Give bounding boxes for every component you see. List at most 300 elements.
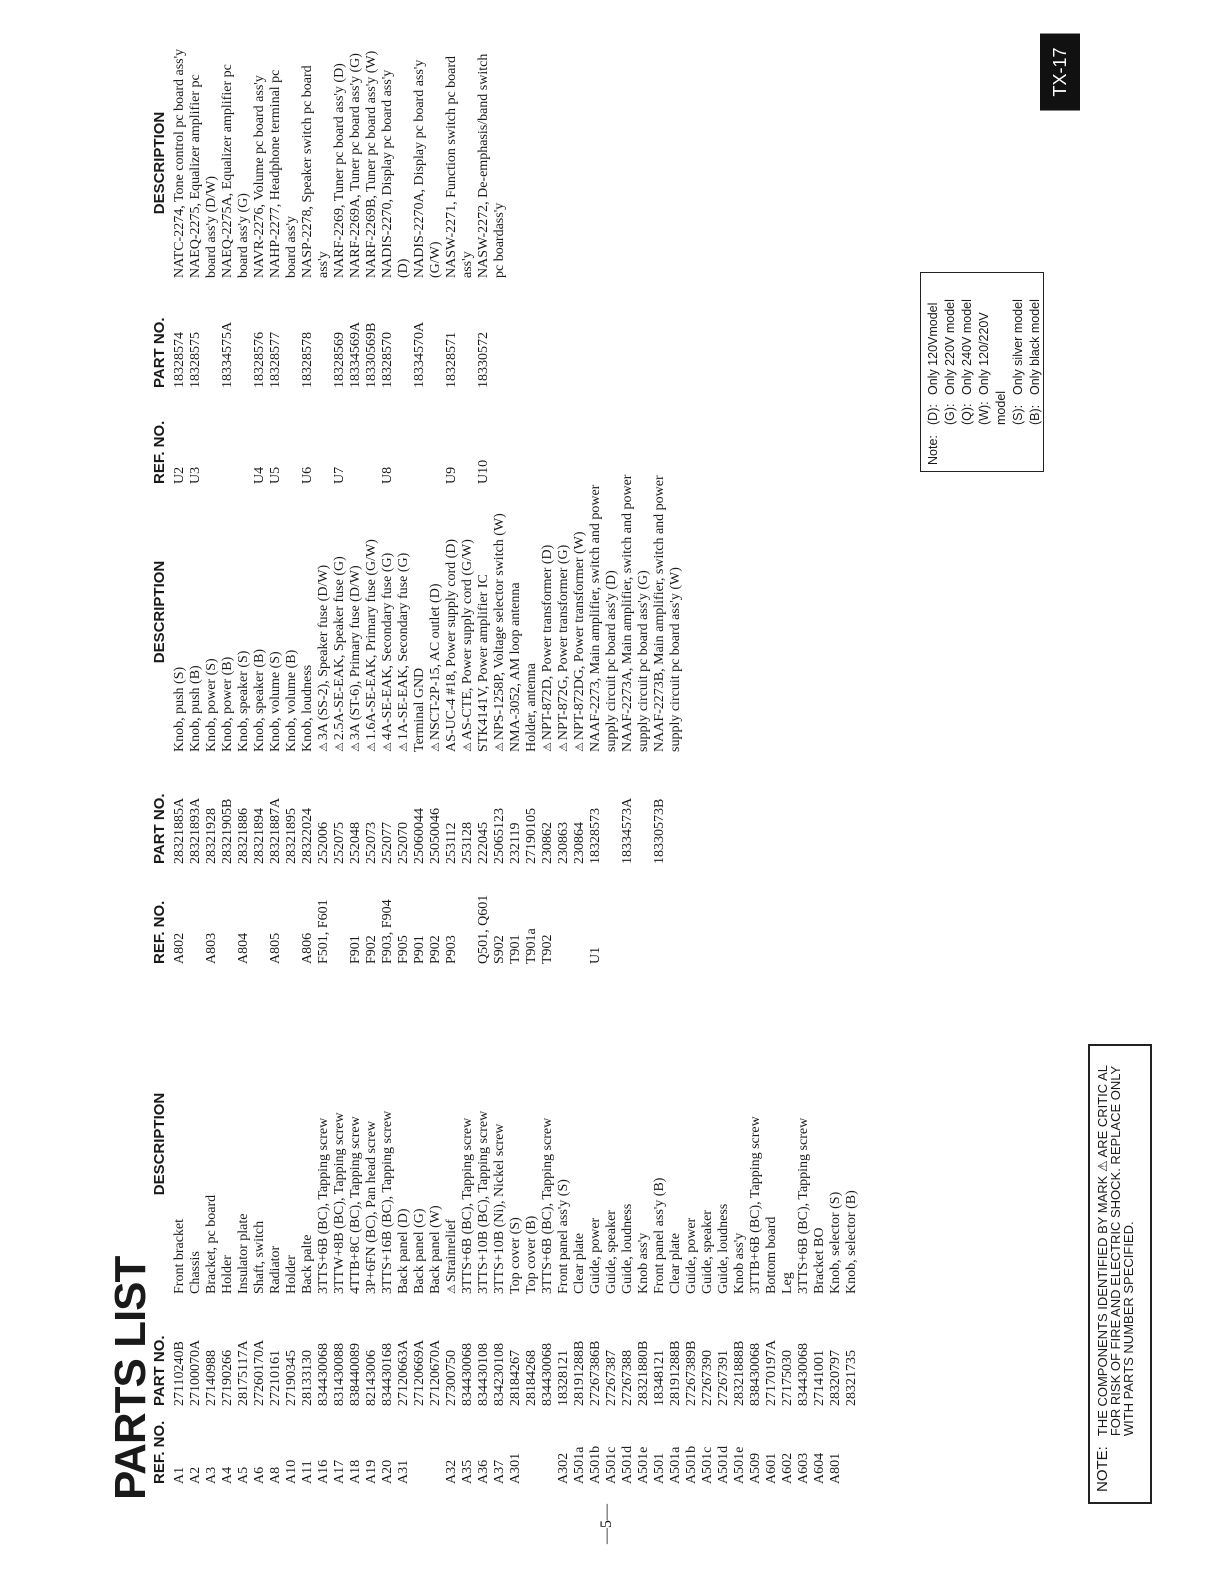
description-text: NMA-3052, AM loop antenna (508, 582, 523, 752)
ref-no: U10 (476, 459, 491, 484)
description-text: NADIS-2270, Display pc board ass'y (D) (380, 69, 411, 278)
description-text: AS-UC-4 #18, Power supply cord (D) (444, 538, 459, 752)
ref-no: A802 (172, 932, 187, 964)
description-text: 3TTS+10B (BC), Tapping screw (476, 1110, 491, 1294)
parts-row (316, 964, 332, 1484)
part-no: 28321886 (236, 808, 251, 864)
ref-no: A604 (812, 1452, 827, 1484)
parts-row (620, 404, 652, 964)
description-text: Leg (780, 1272, 795, 1294)
part-no: 18330572 (476, 332, 491, 388)
part-no: 222045 (476, 822, 491, 864)
description-text: Guide, speaker (700, 1210, 715, 1294)
parts-row (444, 404, 460, 964)
description-text: NASW-2271, Function switch pc board ass'y (444, 55, 475, 278)
description-text: Knob, push (S) (172, 666, 187, 752)
parts-row (300, 404, 316, 964)
part-description (572, 994, 588, 1294)
description-text: 3TTB+6B (BC), Tapping screw (748, 1116, 763, 1294)
part-description (380, 48, 412, 278)
part-no: 27190266 (220, 1350, 235, 1406)
part-no: 28321894 (252, 808, 267, 864)
part-no: 230862 (540, 822, 555, 864)
part-description (220, 472, 236, 752)
part-no: 834430068 (316, 1343, 331, 1406)
part-no: 838430068 (748, 1343, 763, 1406)
ref-no: F903, F904 (380, 899, 395, 964)
ref-no: U6 (300, 466, 315, 484)
part-no: 834430108 (476, 1343, 491, 1406)
parts-row (252, 404, 268, 964)
part-no: 18348121 (652, 1350, 667, 1406)
part-description (524, 994, 540, 1294)
note-models-label: Note: (926, 435, 940, 465)
description-text: NPT-872DG, Power transformer (W) (572, 531, 587, 741)
column-header (148, 964, 172, 1484)
description-text: Holder (284, 1255, 299, 1294)
parts-row (588, 404, 620, 964)
part-description (284, 472, 300, 752)
part-no: 28321888B (732, 1340, 747, 1406)
parts-row (412, 14, 444, 484)
part-no: 834430068 (540, 1343, 555, 1406)
parts-row (204, 404, 220, 964)
description-text: NASP-2278, Speaker switch pc board ass'y (300, 65, 331, 278)
parts-row (396, 404, 412, 964)
warning-icon: ⚠ (349, 742, 362, 752)
description-text: 3TTW+8B (BC), Tapping screw (332, 1112, 347, 1294)
part-description (364, 994, 380, 1294)
ref-no: A601 (764, 1452, 779, 1484)
ref-no: A8 (268, 1466, 283, 1484)
parts-row (380, 404, 396, 964)
ref-no: A36 (476, 1459, 491, 1484)
part-no: 252048 (348, 822, 363, 864)
description-text: 2.5A-SE-EAK, Speaker fuse (G) (332, 556, 347, 741)
parts-row (300, 964, 316, 1484)
description-text: Knob, power (B) (220, 656, 235, 752)
parts-rows (172, 964, 860, 1484)
part-description (380, 994, 396, 1294)
ref-no: A35 (460, 1459, 475, 1484)
ref-no: U2 (172, 466, 187, 484)
model-code-item: (D):Only 120Vmodel (926, 302, 940, 425)
warning-icon: ⚠ (365, 742, 378, 752)
parts-row (444, 964, 460, 1484)
parts-row (268, 14, 300, 484)
description-text: 4TTB+8C (BC), Tapping screw (348, 1116, 363, 1294)
parts-row (188, 964, 204, 1484)
parts-row (636, 964, 652, 1484)
part-no: 27141001 (812, 1350, 827, 1406)
part-no: 28184267 (508, 1350, 523, 1406)
parts-row (604, 964, 620, 1484)
parts-row (668, 964, 684, 1484)
ref-no: A603 (796, 1452, 811, 1484)
parts-row (220, 404, 236, 964)
part-no: 18328571 (444, 332, 459, 388)
description-text: Front bracket (172, 1218, 187, 1294)
ref-no: A804 (236, 932, 251, 964)
ref-no: A10 (284, 1459, 299, 1484)
ref-no: A501d (716, 1445, 731, 1484)
description-text: Guide, loudness (620, 1203, 635, 1294)
parts-column-3 (148, 14, 508, 484)
part-description (236, 994, 252, 1294)
description-text: NPT-872D, Power transformer (D) (540, 544, 555, 741)
description-text: AS-CTE, Power supply cord (G/W) (460, 539, 475, 741)
part-no: 27100070A (188, 1339, 203, 1406)
part-no: 28322024 (300, 808, 315, 864)
ref-no: A19 (364, 1459, 379, 1484)
part-description (348, 994, 364, 1294)
part-no: 27267386B (588, 1340, 603, 1406)
ref-no: A501b (588, 1445, 603, 1484)
part-description (284, 994, 300, 1294)
part-description (748, 994, 764, 1294)
part-description (828, 994, 844, 1294)
warning-icon: ⚠ (493, 742, 506, 752)
description-text: Shaft, switch (252, 1220, 267, 1294)
part-no: 27140988 (204, 1350, 219, 1406)
description-text: NPS-1258P, Voltage selector switch (W) (492, 513, 507, 741)
part-no: 28321887A (268, 797, 283, 864)
parts-row (476, 404, 492, 964)
ref-no: P902 (428, 935, 443, 964)
description-text: Knob, power (S) (204, 658, 219, 752)
part-no: 18330569B (364, 322, 379, 388)
parts-row (284, 964, 300, 1484)
parts-row (444, 14, 476, 484)
parts-row (508, 964, 524, 1484)
part-no: 18334569A (348, 321, 363, 388)
part-description (204, 994, 220, 1294)
description-text: Knob, selector (B) (844, 1190, 859, 1294)
parts-row (460, 964, 476, 1484)
part-no: 838440089 (348, 1343, 363, 1406)
model-code-item: (W):Only 120/220V model (977, 312, 1008, 425)
ref-no: T901a (524, 928, 539, 964)
warning-icon: ⚠ (397, 742, 410, 752)
part-no: 27267388 (620, 1350, 635, 1406)
part-description (172, 48, 188, 278)
description-text: Knob, speaker (S) (236, 650, 251, 752)
part-no: 18328569 (332, 332, 347, 388)
description-text: 3TTS+16B (BC), Tapping screw (380, 1110, 395, 1294)
ref-no: A5 (236, 1466, 251, 1484)
ref-no: A20 (380, 1459, 395, 1484)
warning-icon: ⚠ (557, 742, 570, 752)
parts-row (572, 964, 588, 1484)
description-text: Guide, loudness (716, 1203, 731, 1294)
parts-row (492, 404, 508, 964)
part-no: 28133130 (300, 1350, 315, 1406)
part-description (172, 472, 188, 752)
part-description (636, 994, 652, 1294)
warning-icon: ⚠ (333, 742, 346, 752)
parts-row (700, 964, 716, 1484)
part-description (652, 472, 684, 752)
part-no: 18328575 (188, 332, 203, 388)
ref-no: U8 (380, 466, 395, 484)
part-no: 18330573B (652, 798, 667, 864)
header-ref: REF. NO. (151, 420, 168, 484)
parts-row (556, 404, 572, 964)
parts-row (476, 14, 508, 484)
description-text: Back panel (W) (428, 1205, 443, 1294)
description-text: 1.6A-SE-EAK, Primary fuse (G/W) (364, 539, 379, 741)
parts-row (796, 964, 812, 1484)
header-ref: REF. NO. (151, 1420, 168, 1484)
parts-column-1 (148, 964, 860, 1484)
part-no: 831430088 (332, 1343, 347, 1406)
parts-row (764, 964, 780, 1484)
description-text: NARF-2269A, Tuner pc board ass'y (G) (348, 53, 363, 278)
part-no: 28321735 (844, 1350, 859, 1406)
ref-no: A32 (444, 1459, 459, 1484)
ref-no: A16 (316, 1459, 331, 1484)
note-label: NOTE: (1094, 1446, 1111, 1492)
model-code-list (925, 279, 1042, 425)
part-no: 28191288B (668, 1340, 683, 1406)
parts-row (476, 964, 492, 1484)
part-description (236, 472, 252, 752)
warning-icon: ⚠ (381, 742, 394, 752)
parts-row (412, 404, 428, 964)
parts-row (652, 404, 684, 964)
header-desc: DESCRIPTION (151, 111, 168, 215)
model-code-item: (Q):Only 240V model (960, 299, 974, 425)
ref-no: A501e (636, 1446, 651, 1484)
parts-row (748, 964, 764, 1484)
part-no: 82143006 (364, 1350, 379, 1406)
parts-row (620, 964, 636, 1484)
parts-row (380, 964, 396, 1484)
parts-row (396, 964, 412, 1484)
part-no: 27190105 (524, 808, 539, 864)
part-no: 28321880B (636, 1340, 651, 1406)
part-no: 253128 (460, 822, 475, 864)
ref-no: A4 (220, 1466, 235, 1484)
part-no: 27267390 (700, 1350, 715, 1406)
part-description (300, 994, 316, 1294)
part-description (188, 48, 220, 278)
parts-row (252, 14, 268, 484)
part-no: 27260170A (252, 1339, 267, 1406)
part-description (684, 994, 700, 1294)
part-description (364, 472, 380, 752)
part-no: 18328573 (588, 808, 603, 864)
warning-icon: ⚠ (461, 742, 474, 752)
header-part: PART NO. (151, 793, 168, 864)
part-no: 230864 (572, 822, 587, 864)
description-text: Knob ass'y (636, 1232, 651, 1294)
ref-no: F501, F601 (316, 899, 331, 964)
parts-row (204, 964, 220, 1484)
parts-row (460, 404, 476, 964)
part-description (220, 48, 252, 278)
parts-row (268, 964, 284, 1484)
ref-no: A301 (508, 1452, 523, 1484)
part-description (700, 994, 716, 1294)
part-no: 28321928 (204, 808, 219, 864)
description-text: NSCT-2P-15, AC outlet (D) (428, 583, 443, 741)
part-no: 27190345 (284, 1350, 299, 1406)
part-description (732, 994, 748, 1294)
part-no: 18328574 (172, 332, 187, 388)
description-text: NAAF-2273, Main amplifier, switch and power supply circuit pc board ass'y (D) (588, 484, 619, 752)
part-description (620, 994, 636, 1294)
description-text: 1A-SE-EAK, Secondary fuse (G) (396, 552, 411, 741)
description-text: 3A (SS-2), Speaker fuse (D/W) (316, 564, 331, 741)
description-text: Strainrelief (444, 1219, 459, 1283)
parts-row (236, 964, 252, 1484)
description-text: Holder, antenna (524, 663, 539, 752)
ref-no: U3 (188, 466, 203, 484)
column-header (148, 14, 172, 484)
part-no: 252006 (316, 822, 331, 864)
part-description (716, 994, 732, 1294)
ref-no: A302 (556, 1452, 571, 1484)
parts-row (844, 964, 860, 1484)
description-text: 3TTS+6B (BC), Tapping screw (460, 1117, 475, 1294)
part-no: 834430068 (796, 1343, 811, 1406)
parts-row (284, 404, 300, 964)
part-description (396, 472, 412, 752)
part-no: 27120669A (412, 1339, 427, 1406)
part-description (364, 48, 380, 278)
ref-no: A602 (780, 1452, 795, 1484)
description-text: Knob, volume (S) (268, 651, 283, 752)
part-description (396, 994, 412, 1294)
part-no: 27300750 (444, 1350, 459, 1406)
header-part: PART NO. (151, 317, 168, 388)
part-description (252, 472, 268, 752)
part-description (540, 994, 556, 1294)
ref-no: A18 (348, 1459, 363, 1484)
ref-no: A501a (572, 1446, 587, 1484)
ref-no: T901 (508, 934, 523, 964)
parts-row (332, 404, 348, 964)
part-no: 18334570A (412, 321, 427, 388)
description-text: Chassis (188, 1251, 203, 1294)
parts-row (412, 964, 428, 1484)
parts-row (300, 14, 332, 484)
parts-row (348, 964, 364, 1484)
parts-row (188, 404, 204, 964)
parts-row (220, 964, 236, 1484)
parts-row (332, 14, 348, 484)
ref-no: A801 (828, 1452, 843, 1484)
part-description (332, 994, 348, 1294)
model-codes-note (920, 272, 1044, 472)
part-description (604, 994, 620, 1294)
part-description (780, 994, 796, 1294)
description-text: NPT-872G, Power transformer (G) (556, 544, 571, 741)
description-text: Clear plate (572, 1232, 587, 1294)
part-description (268, 48, 300, 278)
part-description (316, 472, 332, 752)
description-text: NAVR-2276, Volume pc board ass'y (252, 75, 267, 278)
part-description (380, 472, 396, 752)
ref-no: A31 (396, 1459, 411, 1484)
part-no: 28321893A (188, 797, 203, 864)
description-text: Knob ass'y (732, 1232, 747, 1294)
warning-icon: ⚠ (573, 742, 586, 752)
parts-row (524, 964, 540, 1484)
description-text: Knob, push (B) (188, 665, 203, 752)
parts-row (588, 964, 604, 1484)
part-no: 25065123 (492, 808, 507, 864)
part-description (188, 472, 204, 752)
parts-row (524, 404, 540, 964)
ref-no: A501 (652, 1452, 667, 1484)
parts-row (492, 964, 508, 1484)
part-no: 252070 (396, 822, 411, 864)
part-no: 28184268 (524, 1350, 539, 1406)
part-description (252, 994, 268, 1294)
part-no: 230863 (556, 822, 571, 864)
part-no: 18328578 (300, 332, 315, 388)
parts-row (716, 964, 732, 1484)
ref-no: A501d (620, 1445, 635, 1484)
ref-no: A1 (172, 1466, 187, 1484)
model-code-item: (G):Only 220V model (943, 299, 957, 425)
description-text: Knob, selector (S) (828, 1191, 843, 1294)
description-text: Front panel ass'y (S) (556, 1179, 571, 1294)
ref-no: U7 (332, 466, 347, 484)
ref-no: S902 (492, 935, 507, 964)
description-text: NAAF-2273B, Main amplifier, switch and power supply circuit pc board ass'y (W) (652, 475, 683, 752)
part-no: 28320797 (828, 1350, 843, 1406)
part-description (204, 472, 220, 752)
description-text: 4A-SE-EAK, Secondary fuse (G) (380, 552, 395, 741)
part-no: 252075 (332, 822, 347, 864)
description-text: Top cover (B) (524, 1215, 539, 1294)
part-description (188, 994, 204, 1294)
description-text: Top cover (S) (508, 1217, 523, 1294)
warning-icon: ⚠ (429, 742, 442, 752)
part-no: 27175030 (780, 1350, 795, 1406)
part-description (668, 994, 684, 1294)
part-description (556, 472, 572, 752)
part-description (348, 48, 364, 278)
description-text: Guide, speaker (604, 1210, 619, 1294)
part-description (796, 994, 812, 1294)
model-code-item: (S):Only silver model (1011, 299, 1025, 425)
part-description (412, 48, 444, 278)
part-description (540, 472, 556, 752)
part-description (300, 48, 332, 278)
ref-no: A17 (332, 1459, 347, 1484)
parts-row (780, 964, 796, 1484)
ref-no: T902 (540, 934, 555, 964)
part-no: 18328121 (556, 1350, 571, 1406)
part-no: 18328576 (252, 332, 267, 388)
description-text: Back panel (D) (396, 1208, 411, 1294)
parts-row (316, 404, 332, 964)
parts-column-2 (148, 404, 684, 964)
parts-row (172, 964, 188, 1484)
part-description (428, 994, 444, 1294)
ref-no: U9 (444, 466, 459, 484)
parts-row (236, 404, 252, 964)
part-no: 18328577 (268, 332, 283, 388)
parts-row (428, 404, 444, 964)
parts-row (828, 964, 844, 1484)
description-text: 3TTS+6B (BC), Tapping screw (540, 1117, 555, 1294)
parts-row (172, 404, 188, 964)
